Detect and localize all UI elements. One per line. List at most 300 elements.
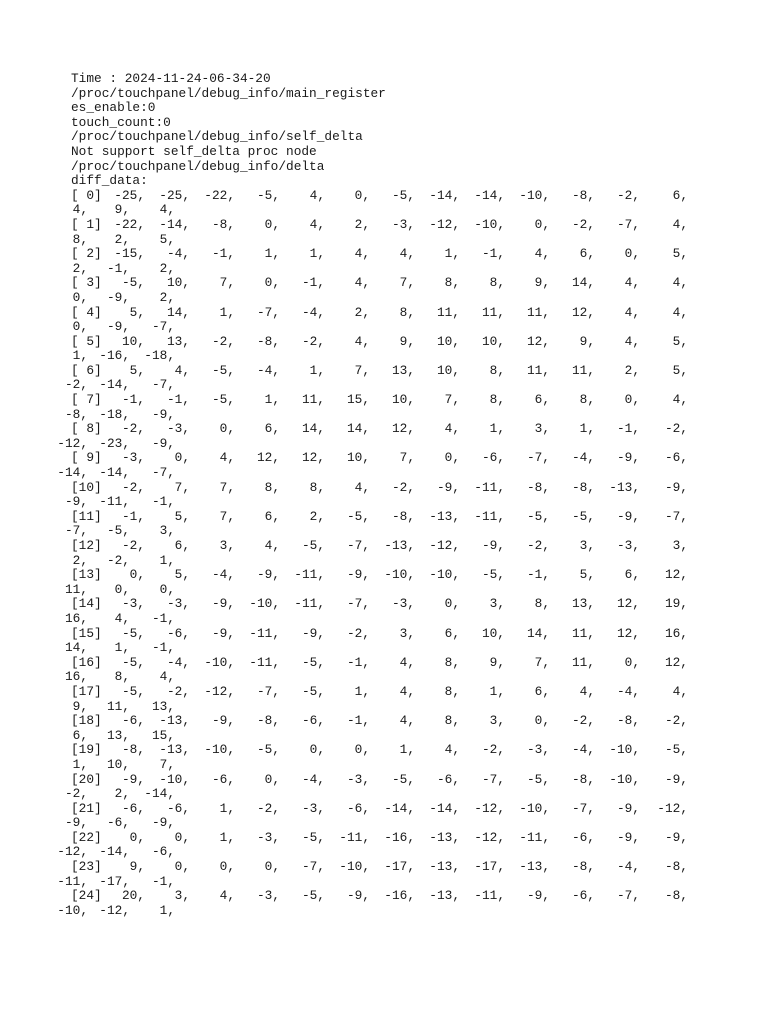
diff-cell: 0, bbox=[219, 421, 235, 437]
diff-cell: 1, bbox=[114, 640, 130, 656]
diff-cell: -10, bbox=[519, 800, 550, 816]
diff-cell: -10, bbox=[609, 771, 640, 787]
diff-cell: 19, bbox=[664, 596, 688, 612]
diff-cell: -2, bbox=[64, 377, 88, 393]
diff-cell: -3, bbox=[301, 800, 325, 816]
diff-cell: 4, bbox=[444, 742, 460, 758]
diff-cell: -9, bbox=[121, 771, 145, 787]
diff-cell: 11, bbox=[301, 392, 325, 408]
diff-cell: 0, bbox=[114, 581, 130, 597]
diff-cell: 6, bbox=[444, 625, 460, 641]
diff-cell: 5, bbox=[129, 362, 145, 378]
diff-cell: 5, bbox=[672, 333, 688, 349]
diff-cell: 1, bbox=[354, 683, 370, 699]
diff-cell: -9, bbox=[64, 815, 88, 831]
diff-cell: -14, bbox=[99, 844, 130, 860]
diff-cell: 11, bbox=[481, 304, 505, 320]
diff-row-index: [18] bbox=[71, 713, 102, 729]
diff-cell: 3, bbox=[174, 888, 190, 904]
diff-cell: -3, bbox=[166, 596, 190, 612]
diff-cell: -5, bbox=[121, 275, 145, 291]
diff-row-index: [ 9] bbox=[71, 450, 102, 466]
diff-cell: -6, bbox=[121, 800, 145, 816]
diff-cell: -14, bbox=[99, 465, 130, 481]
diff-cell: 9, bbox=[399, 333, 415, 349]
diff-cell: -3, bbox=[616, 538, 640, 553]
diff-row bbox=[71, 247, 711, 276]
diff-cell: 4, bbox=[672, 392, 688, 408]
diff-cell: -7, bbox=[346, 596, 370, 612]
diff-cell: -7, bbox=[526, 450, 550, 466]
diff-cell: 3, bbox=[534, 421, 550, 437]
diff-cell: -13, bbox=[429, 829, 460, 845]
diff-cell: 6, bbox=[534, 683, 550, 699]
diff-row-index: [12] bbox=[71, 538, 102, 553]
diff-cell: 12, bbox=[391, 421, 415, 437]
diff-cell: 3, bbox=[489, 713, 505, 729]
diff-cell: -1, bbox=[481, 246, 505, 262]
diff-row-index: [21] bbox=[71, 800, 102, 816]
diff-cell: 0, bbox=[624, 654, 640, 670]
diff-cell: 16, bbox=[64, 669, 88, 685]
diff-row bbox=[57, 421, 711, 451]
diff-cell: 11, bbox=[571, 625, 595, 641]
diff-cell: 6, bbox=[579, 246, 595, 262]
diff-cell: -5, bbox=[121, 683, 145, 699]
diff-cell: -3, bbox=[526, 742, 550, 758]
diff-cell: -11, bbox=[519, 829, 550, 845]
diff-cell: 7, bbox=[219, 508, 235, 524]
diff-cell: -13, bbox=[159, 713, 190, 729]
diff-cell: 3, bbox=[399, 625, 415, 641]
diff-cell: 4, bbox=[624, 275, 640, 291]
diff-row bbox=[64, 392, 711, 422]
diff-cell: -23, bbox=[99, 435, 130, 451]
diff-cell: -3, bbox=[121, 450, 145, 466]
diff-cell: -6, bbox=[151, 844, 175, 860]
diff-cell: 7, bbox=[219, 275, 235, 291]
diff-cell: -7, bbox=[151, 465, 175, 481]
diff-cell: 10, bbox=[121, 333, 145, 349]
diff-cell: 12, bbox=[616, 596, 640, 612]
diff-cell: -2, bbox=[64, 786, 88, 802]
diff-cell: 0, bbox=[264, 216, 280, 232]
diff-cell: -9, bbox=[301, 625, 325, 641]
diff-data-label: diff_data: bbox=[71, 173, 148, 189]
diff-cell: 5, bbox=[174, 508, 190, 524]
diff-cell: -9, bbox=[256, 567, 280, 583]
diff-cell: -22, bbox=[204, 187, 235, 203]
touch-count-line: touch_count:0 bbox=[71, 114, 171, 130]
diff-cell: 8, bbox=[489, 275, 505, 291]
diff-row-index: [13] bbox=[71, 567, 102, 583]
diff-cell: -8, bbox=[571, 187, 595, 203]
diff-cell: 9, bbox=[534, 275, 550, 291]
diff-cell: -2, bbox=[664, 421, 688, 437]
diff-cell: -5, bbox=[481, 567, 505, 583]
diff-cell: -10, bbox=[609, 742, 640, 758]
diff-cell: -8, bbox=[256, 333, 280, 349]
diff-cell: 0, bbox=[444, 450, 460, 466]
diff-cell: 10, bbox=[391, 392, 415, 408]
diff-cell: 8, bbox=[444, 713, 460, 729]
diff-cell: 3, bbox=[489, 596, 505, 612]
diff-cell: 8, bbox=[309, 479, 325, 495]
diff-cell: 4, bbox=[159, 202, 175, 218]
diff-cell: 12, bbox=[664, 654, 688, 670]
diff-cell: 4, bbox=[354, 479, 370, 495]
diff-cell: 4, bbox=[219, 888, 235, 904]
diff-row bbox=[64, 596, 711, 626]
diff-cell: -5, bbox=[211, 392, 235, 408]
diff-cell: -5, bbox=[301, 683, 325, 699]
diff-cell: 8, bbox=[534, 596, 550, 612]
diff-cell: 9, bbox=[72, 698, 88, 714]
diff-cell: 0, bbox=[264, 275, 280, 291]
diff-cell: 0, bbox=[264, 859, 280, 875]
diff-cell: -4, bbox=[256, 362, 280, 378]
diff-cell: -8, bbox=[64, 406, 88, 422]
diff-cell: -2, bbox=[121, 538, 145, 553]
diff-cell: -5, bbox=[256, 742, 280, 758]
diff-cell: 0, bbox=[354, 742, 370, 758]
diff-cell: -17, bbox=[99, 873, 130, 889]
diff-cell: -7, bbox=[571, 800, 595, 816]
diff-cell: 10, bbox=[106, 756, 130, 772]
diff-cell: -1, bbox=[616, 421, 640, 437]
diff-cell: 4, bbox=[354, 246, 370, 262]
diff-cell: 1, bbox=[309, 246, 325, 262]
diff-cell: 13, bbox=[391, 362, 415, 378]
diff-cell: -10, bbox=[384, 567, 415, 583]
diff-data-table bbox=[57, 187, 711, 919]
diff-cell: -17, bbox=[384, 859, 415, 875]
diff-cell: -1, bbox=[151, 610, 175, 626]
diff-cell: 2, bbox=[354, 216, 370, 232]
diff-row-index: [ 8] bbox=[71, 421, 102, 437]
diff-cell: -2, bbox=[481, 742, 505, 758]
diff-cell: -6, bbox=[106, 815, 130, 831]
diff-cell: 0, bbox=[174, 450, 190, 466]
diff-cell: -7, bbox=[151, 319, 175, 335]
diff-cell: 6, bbox=[672, 187, 688, 203]
diff-cell: -9, bbox=[211, 596, 235, 612]
diff-row bbox=[71, 685, 711, 714]
diff-cell: 7, bbox=[399, 450, 415, 466]
diff-cell: -9, bbox=[346, 888, 370, 904]
diff-cell: 16, bbox=[64, 610, 88, 626]
diff-cell: -7, bbox=[64, 523, 88, 539]
diff-cell: -2, bbox=[106, 552, 130, 568]
diff-cell: 2, bbox=[159, 260, 175, 276]
diff-cell: -2, bbox=[526, 538, 550, 553]
diff-cell: 1, bbox=[399, 742, 415, 758]
diff-cell: -16, bbox=[384, 888, 415, 904]
self-delta-message: Not support self_delta proc node bbox=[71, 143, 317, 159]
diff-cell: -5, bbox=[256, 187, 280, 203]
diff-cell: -12, bbox=[57, 844, 88, 860]
diff-cell: -4, bbox=[571, 450, 595, 466]
diff-cell: 7, bbox=[399, 275, 415, 291]
debug-log-document bbox=[57, 71, 711, 918]
diff-row bbox=[64, 508, 711, 539]
diff-row bbox=[71, 743, 711, 772]
diff-cell: 0, bbox=[72, 319, 88, 335]
diff-cell: -7, bbox=[151, 377, 175, 393]
diff-cell: -12, bbox=[204, 683, 235, 699]
diff-cell: 4, bbox=[399, 713, 415, 729]
diff-cell: 14, bbox=[301, 421, 325, 437]
diff-cell: -14, bbox=[159, 216, 190, 232]
diff-cell: 0, bbox=[444, 596, 460, 612]
diff-cell: -7, bbox=[664, 508, 688, 524]
diff-cell: -11, bbox=[249, 654, 280, 670]
diff-cell: -10, bbox=[339, 859, 370, 875]
diff-cell: 11, bbox=[526, 362, 550, 378]
diff-cell: -12, bbox=[657, 800, 688, 816]
diff-cell: -6, bbox=[436, 771, 460, 787]
diff-cell: 7, bbox=[174, 479, 190, 495]
diff-cell: 10, bbox=[436, 362, 460, 378]
diff-cell: -2, bbox=[664, 713, 688, 729]
diff-cell: -1, bbox=[121, 508, 145, 524]
diff-cell: -7, bbox=[616, 888, 640, 904]
diff-cell: -1, bbox=[211, 246, 235, 262]
diff-cell: 8, bbox=[114, 669, 130, 685]
diff-cell: -2, bbox=[616, 187, 640, 203]
diff-cell: -13, bbox=[429, 859, 460, 875]
diff-cell: 0, bbox=[174, 859, 190, 875]
diff-cell: 0, bbox=[219, 859, 235, 875]
diff-cell: -9, bbox=[211, 625, 235, 641]
diff-cell: 4, bbox=[309, 187, 325, 203]
diff-row bbox=[71, 714, 711, 743]
diff-cell: -12, bbox=[99, 902, 130, 918]
diff-cell: 2, bbox=[72, 552, 88, 568]
diff-cell: -10, bbox=[57, 902, 88, 918]
diff-cell: -2, bbox=[166, 683, 190, 699]
diff-cell: 13, bbox=[166, 333, 190, 349]
diff-cell: -14, bbox=[429, 800, 460, 816]
diff-cell: -4, bbox=[166, 246, 190, 262]
diff-cell: -1, bbox=[121, 392, 145, 408]
diff-cell: -5, bbox=[526, 508, 550, 524]
diff-cell: 14, bbox=[526, 625, 550, 641]
diff-cell: 8, bbox=[444, 275, 460, 291]
diff-cell: -11, bbox=[339, 829, 370, 845]
diff-cell: 11, bbox=[571, 654, 595, 670]
diff-cell: 4, bbox=[72, 202, 88, 218]
diff-row-index: [ 4] bbox=[71, 304, 102, 320]
diff-row-index: [16] bbox=[71, 654, 102, 670]
diff-cell: 6, bbox=[264, 421, 280, 437]
diff-cell: 6, bbox=[534, 392, 550, 408]
diff-cell: -5, bbox=[391, 187, 415, 203]
diff-cell: -8, bbox=[211, 216, 235, 232]
diff-cell: 13, bbox=[571, 596, 595, 612]
diff-cell: 13, bbox=[151, 698, 175, 714]
diff-cell: 2, bbox=[354, 304, 370, 320]
diff-cell: 4, bbox=[174, 362, 190, 378]
diff-row bbox=[64, 771, 711, 802]
diff-cell: 10, bbox=[166, 275, 190, 291]
diff-cell: 4, bbox=[624, 304, 640, 320]
diff-cell: 0, bbox=[534, 713, 550, 729]
diff-cell: -13, bbox=[429, 888, 460, 904]
diff-cell: -5, bbox=[664, 742, 688, 758]
diff-cell: 9, bbox=[129, 859, 145, 875]
diff-cell: -6, bbox=[166, 800, 190, 816]
diff-cell: 1, bbox=[309, 362, 325, 378]
diff-cell: -5, bbox=[106, 523, 130, 539]
diff-cell: -9, bbox=[64, 494, 88, 510]
diff-cell: -3, bbox=[166, 421, 190, 437]
diff-cell: -9, bbox=[526, 888, 550, 904]
diff-cell: 20, bbox=[121, 888, 145, 904]
diff-cell: 11, bbox=[571, 362, 595, 378]
diff-cell: -6, bbox=[664, 450, 688, 466]
diff-cell: 14, bbox=[346, 421, 370, 437]
diff-cell: -11, bbox=[474, 508, 505, 524]
diff-row bbox=[71, 539, 711, 568]
diff-cell: -11, bbox=[294, 596, 325, 612]
diff-cell: 13, bbox=[106, 727, 130, 743]
diff-cell: 14, bbox=[166, 304, 190, 320]
diff-cell: -8, bbox=[256, 713, 280, 729]
diff-cell: 2, bbox=[624, 362, 640, 378]
diff-cell: 5, bbox=[672, 362, 688, 378]
diff-cell: 0, bbox=[159, 581, 175, 597]
diff-cell: 16, bbox=[664, 625, 688, 641]
delta-path: /proc/touchpanel/debug_info/delta bbox=[71, 158, 325, 174]
diff-row-index: [ 7] bbox=[71, 392, 102, 408]
diff-row bbox=[71, 189, 711, 218]
diff-cell: -3, bbox=[391, 216, 415, 232]
diff-cell: 4, bbox=[264, 538, 280, 553]
diff-cell: 0, bbox=[354, 187, 370, 203]
diff-row bbox=[71, 335, 711, 364]
diff-cell: 4, bbox=[579, 683, 595, 699]
diff-cell: 6, bbox=[174, 538, 190, 553]
diff-cell: -11, bbox=[294, 567, 325, 583]
diff-row bbox=[64, 654, 711, 685]
diff-cell: -7, bbox=[481, 771, 505, 787]
diff-cell: -5, bbox=[526, 771, 550, 787]
diff-cell: 9, bbox=[579, 333, 595, 349]
diff-cell: 1, bbox=[219, 304, 235, 320]
diff-cell: -11, bbox=[249, 625, 280, 641]
diff-cell: 14, bbox=[571, 275, 595, 291]
diff-row bbox=[64, 567, 711, 597]
time-line: Time : 2024-11-24-06-34-20 bbox=[71, 71, 271, 86]
diff-row-index: [11] bbox=[71, 508, 102, 524]
diff-cell: -25, bbox=[114, 187, 145, 203]
diff-cell: -9, bbox=[106, 289, 130, 305]
diff-cell: 4, bbox=[444, 421, 460, 437]
diff-cell: 12, bbox=[571, 304, 595, 320]
diff-cell: -2, bbox=[571, 216, 595, 232]
diff-cell: 12, bbox=[664, 567, 688, 583]
diff-cell: -13, bbox=[429, 508, 460, 524]
diff-cell: 0, bbox=[264, 771, 280, 787]
diff-cell: -9, bbox=[346, 567, 370, 583]
diff-cell: 3, bbox=[219, 538, 235, 553]
diff-cell: 10, bbox=[481, 625, 505, 641]
diff-cell: -8, bbox=[571, 859, 595, 875]
diff-cell: -17, bbox=[474, 859, 505, 875]
diff-cell: -1, bbox=[151, 494, 175, 510]
diff-cell: 6, bbox=[72, 727, 88, 743]
diff-cell: 4, bbox=[159, 669, 175, 685]
diff-cell: -13, bbox=[609, 479, 640, 495]
diff-cell: -11, bbox=[57, 873, 88, 889]
diff-cell: 4, bbox=[672, 275, 688, 291]
diff-cell: 8, bbox=[264, 479, 280, 495]
diff-cell: 6, bbox=[264, 508, 280, 524]
diff-cell: -13, bbox=[159, 742, 190, 758]
diff-cell: -14, bbox=[99, 377, 130, 393]
diff-cell: -14, bbox=[57, 465, 88, 481]
diff-cell: 4, bbox=[672, 683, 688, 699]
diff-cell: 1, bbox=[264, 392, 280, 408]
diff-cell: -8, bbox=[664, 859, 688, 875]
diff-cell: -5, bbox=[121, 625, 145, 641]
diff-cell: 7, bbox=[354, 362, 370, 378]
diff-cell: 0, bbox=[624, 392, 640, 408]
diff-row-index: [ 0] bbox=[71, 187, 102, 203]
diff-cell: -3, bbox=[391, 596, 415, 612]
diff-cell: -14, bbox=[474, 187, 505, 203]
diff-cell: -5, bbox=[346, 508, 370, 524]
diff-cell: -9, bbox=[664, 479, 688, 495]
diff-cell: -10, bbox=[159, 771, 190, 787]
diff-cell: -12, bbox=[474, 829, 505, 845]
diff-cell: -22, bbox=[114, 216, 145, 232]
diff-cell: 4, bbox=[354, 275, 370, 291]
diff-row-index: [10] bbox=[71, 479, 102, 495]
diff-cell: 6, bbox=[624, 567, 640, 583]
diff-cell: -1, bbox=[301, 275, 325, 291]
diff-cell: 11, bbox=[526, 304, 550, 320]
diff-cell: -10, bbox=[204, 654, 235, 670]
diff-cell: 8, bbox=[444, 683, 460, 699]
diff-row-index: [19] bbox=[71, 742, 102, 758]
diff-cell: 7, bbox=[534, 654, 550, 670]
diff-cell: 11, bbox=[436, 304, 460, 320]
diff-cell: -2, bbox=[121, 421, 145, 437]
diff-cell: 11, bbox=[106, 698, 130, 714]
diff-cell: 0, bbox=[624, 246, 640, 262]
diff-cell: -1, bbox=[526, 567, 550, 583]
diff-cell: -5, bbox=[301, 538, 325, 553]
diff-cell: 4, bbox=[399, 654, 415, 670]
diff-cell: -1, bbox=[346, 713, 370, 729]
diff-row bbox=[57, 888, 711, 918]
diff-cell: 15, bbox=[151, 727, 175, 743]
diff-cell: -6, bbox=[301, 713, 325, 729]
diff-cell: 1, bbox=[489, 421, 505, 437]
diff-cell: 4, bbox=[309, 216, 325, 232]
diff-cell: -2, bbox=[571, 713, 595, 729]
diff-cell: 1, bbox=[159, 552, 175, 568]
diff-cell: 5, bbox=[174, 567, 190, 583]
diff-cell: -25, bbox=[159, 187, 190, 203]
diff-cell: -2, bbox=[301, 333, 325, 349]
diff-cell: 1, bbox=[219, 829, 235, 845]
diff-cell: -9, bbox=[151, 435, 175, 451]
diff-cell: -13, bbox=[384, 538, 415, 553]
diff-cell: -4, bbox=[301, 771, 325, 787]
